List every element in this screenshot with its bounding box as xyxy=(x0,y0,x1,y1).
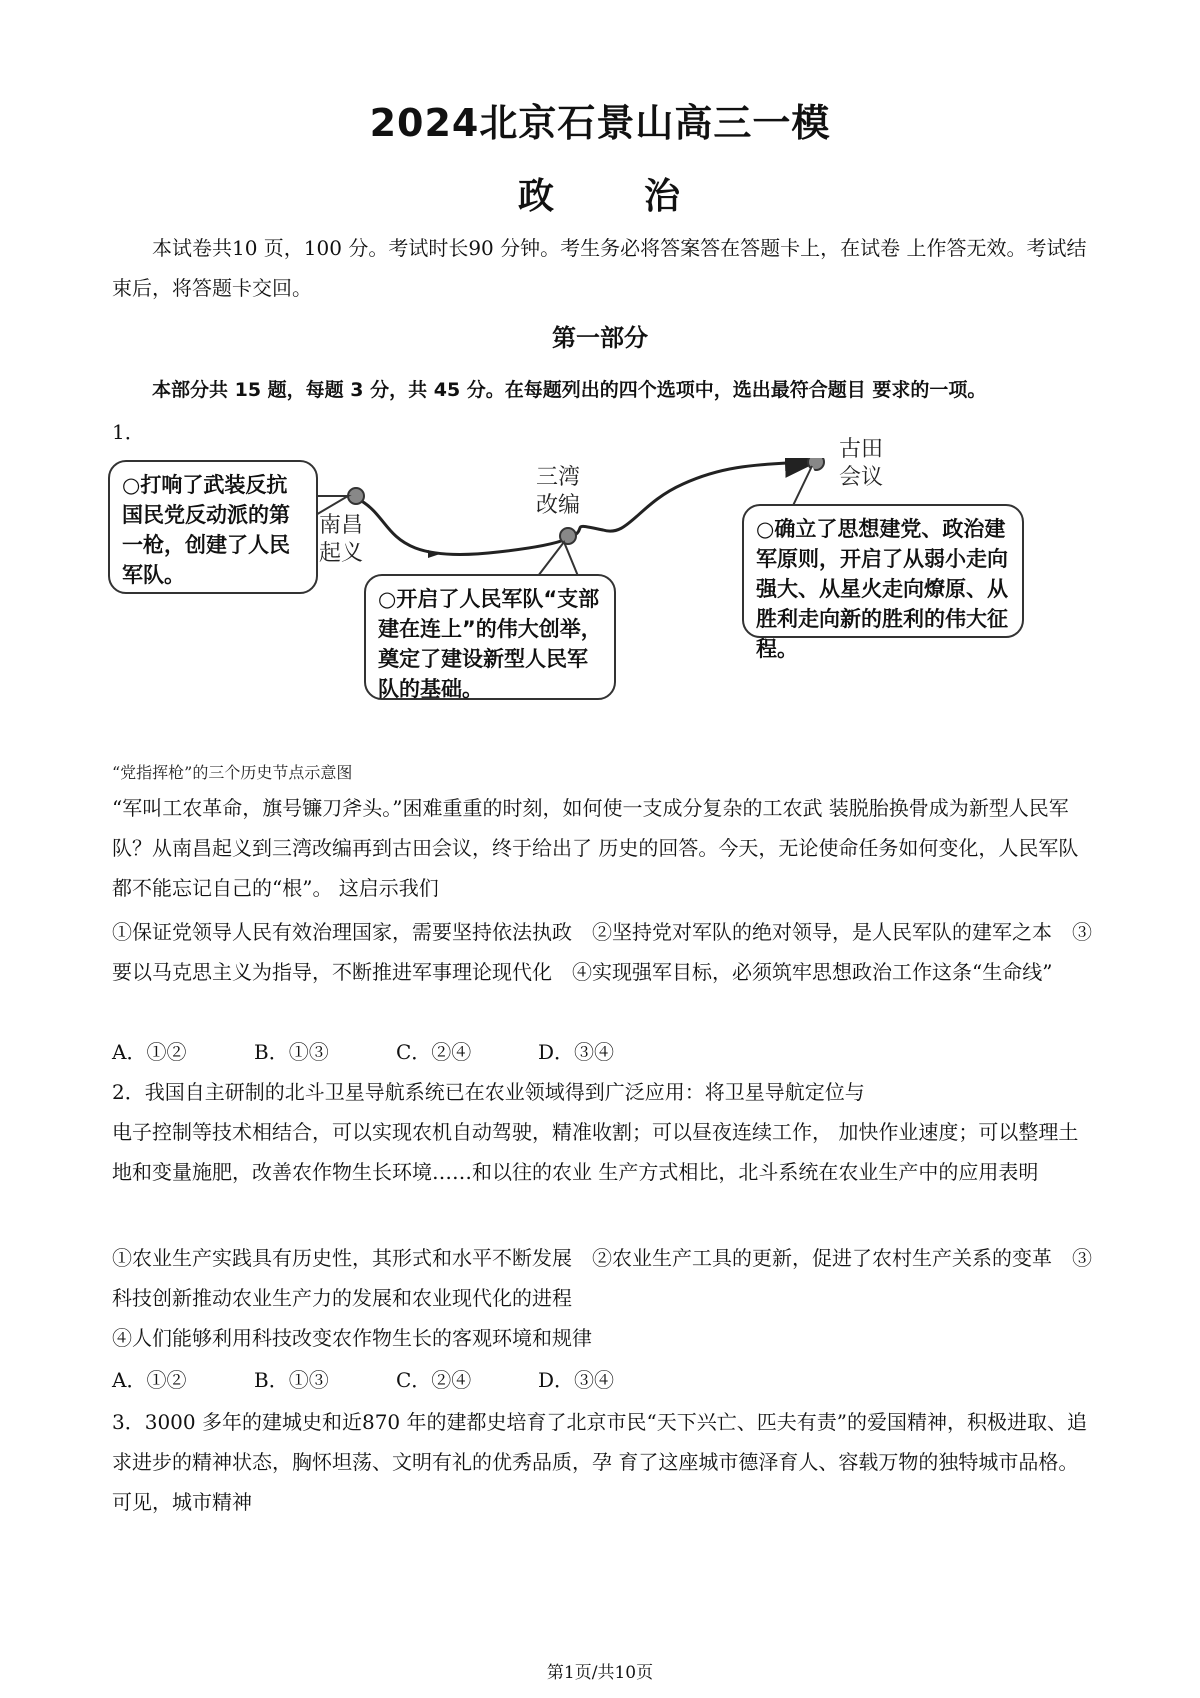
subject-char-1: 政 xyxy=(517,176,556,217)
callout-gutian: ○确立了思想建党、政治建军原则，开启了从弱小走向强大、从星火走向燎原、从胜利走向新的胜利的伟大征程。 xyxy=(742,504,1024,638)
question-2-statements-1: ①农业生产实践具有历史性，其形式和水平不断发展 ②农业生产工具的更新，促进了农村生产关系的变革 ③科技创新推动农业生产力的发展和农业现代化的进程 xyxy=(112,1246,1092,1310)
question-2-options xyxy=(112,1360,680,1400)
page-number: 第1页/共10页 xyxy=(546,1663,654,1683)
question-2-statements-2: ④人们能够利用科技改变农作物生长的客观环境和规律 xyxy=(112,1326,592,1350)
q2-option-c: C．②④ xyxy=(396,1368,472,1392)
question-1-stem: “军叫工农革命，旗号镰刀斧头。”困难重重的时刻，如何使一支成分复杂的工农武 装脱胎换骨成为新型人民军队？从南昌起义到三湾改编再到古田会议，终于给出了 历史的回答。今天，无论使命任务如何变化，人民军队都不能忘记自己的“根”。 这启示我们 xyxy=(112,796,1079,900)
question-2-line1: 2．我国自主研制的北斗卫星导航系统已在农业领域得到广泛应用：将卫星导航定位与 xyxy=(112,1080,865,1104)
callout2-tail xyxy=(538,542,578,576)
subject-char-2: 治 xyxy=(644,176,683,217)
q2-option-a: A．①② xyxy=(112,1368,187,1392)
diagram-caption: “党指挥枪”的三个历史节点示意图 xyxy=(112,763,353,782)
question-3-stem: 3．3000 多年的建城史和近870 年的建都史培育了北京市民“天下兴亡、匹夫有责”的爱国精神，积极进取、追求进步的精神状态，胸怀坦荡、文明有礼的优秀品质，孕 育了这座城市德泽育人、容载万物的独特城市品格。可见，城市精神 xyxy=(112,1410,1087,1514)
q1-option-c: C．②④ xyxy=(396,1040,472,1064)
node-nanchang-dot xyxy=(348,488,364,504)
callout-sanwan: ○开启了人民军队“支部建在连上”的伟大创举，奠定了建设新型人民军队的基础。 xyxy=(364,574,616,700)
part-heading: 第一部分 xyxy=(552,324,648,352)
node-label-sanwan: 三湾 改编 xyxy=(535,465,580,518)
question-1-statements: ①保证党领导人民有效治理国家，需要坚持依法执政 ②坚持党对军队的绝对领导，是人民军队的建军之本 ③要以马克思主义为指导，不断推进军事理论现代化 ④实现强军目标，必须筑牢思想政治工作这条“生命线” xyxy=(112,920,1092,984)
part-instruction: 本部分共 15 题，每题 3 分，共 45 分。在每题列出的四个选项中，选出最符合题目 要求的一项。 xyxy=(152,379,987,401)
question-1-number: 1． xyxy=(112,420,145,444)
q1-option-a: A．①② xyxy=(112,1040,187,1064)
question-1-options xyxy=(112,1032,680,1072)
node-label-gutian: 古田 会议 xyxy=(838,437,883,490)
node-sanwan-dot xyxy=(560,528,576,544)
q2-option-b: B．①③ xyxy=(254,1368,329,1392)
subject-title xyxy=(0,168,1200,219)
question-2-stem: 电子控制等技术相结合，可以实现农机自动驾驶，精准收割；可以昼夜连续工作， 加快作业速度；可以整理土地和变量施肥，改善农作物生长环境……和以往的农业 生产方式相比，北斗系统在农业生产中的应用表明 xyxy=(112,1120,1079,1184)
q1-option-d: D．③④ xyxy=(538,1040,615,1064)
exam-intro: 本试卷共10 页，100 分。考试时长90 分钟。考生务必将答案答在答题卡上，在试卷 上作答无效。考试结束后，将答题卡交回。 xyxy=(112,236,1087,300)
node-label-nanchang: 南昌 起义 xyxy=(318,513,363,566)
callout-nanchang: ○打响了武装反抗国民党反动派的第一枪，创建了人民军队。 xyxy=(108,460,318,594)
q2-option-d: D．③④ xyxy=(538,1368,615,1392)
history-nodes-diagram xyxy=(108,437,1088,758)
q1-option-b: B．①③ xyxy=(254,1040,329,1064)
exam-title: 2024北京石景山高三一模 xyxy=(369,101,831,145)
